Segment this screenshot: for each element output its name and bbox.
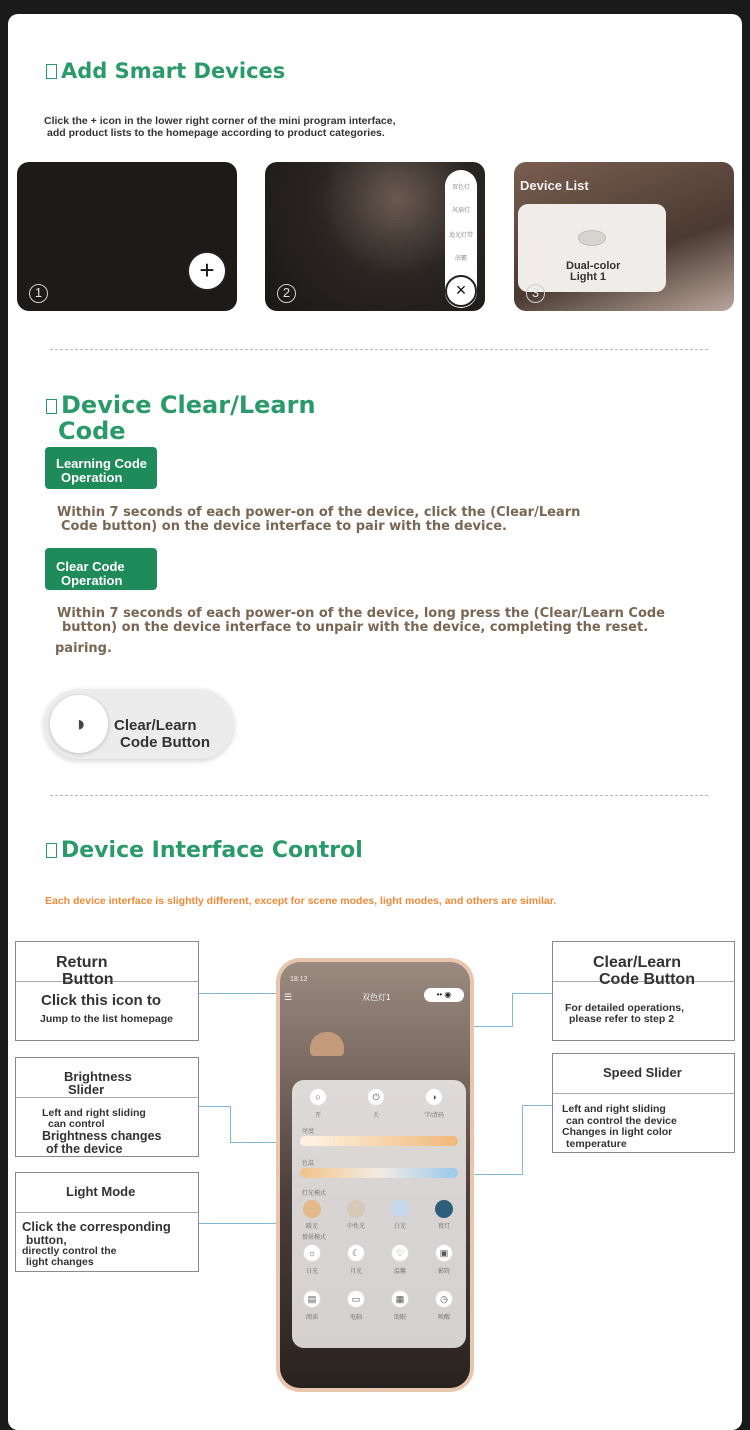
lamp-icon: [578, 230, 606, 246]
reading-scene-icon[interactable]: ▤: [303, 1290, 321, 1308]
cinema-scene-icon[interactable]: ▣: [435, 1244, 453, 1262]
divider: [50, 795, 708, 796]
bullet-icon: [46, 399, 57, 414]
status-time: 18:12: [290, 976, 308, 983]
step3-screenshot: [514, 162, 734, 311]
callout-brightness-slider: Brightness Slider Left and right sliding can control Brightness changes of the device: [15, 1057, 199, 1157]
bullet-icon: [46, 64, 57, 79]
leader-line: [230, 1106, 231, 1143]
learning-code-text: Within 7 seconds of each power-on of the device, click the (Clear/Learn Code button) on the device interface to pair with the device.: [57, 505, 581, 534]
menu-item[interactable]: 风扇灯: [451, 208, 470, 214]
color-temp-slider[interactable]: [300, 1168, 458, 1178]
step1-screenshot: [17, 162, 237, 311]
bullet-icon: [46, 843, 57, 858]
leader-line: [522, 1105, 552, 1106]
step-number: 1: [29, 284, 48, 303]
brightness-icon: ◑: [50, 695, 108, 753]
learning-code-label: Learning Code Operation: [45, 447, 157, 489]
device-title: 双色灯1: [362, 993, 391, 1002]
brightness-slider[interactable]: [300, 1136, 458, 1146]
sleep-scene-icon[interactable]: ▦: [391, 1290, 409, 1308]
step-number: 3: [526, 284, 545, 303]
callout-return-button: Return Button Click this icon to Jump to the list homepage: [15, 941, 199, 1041]
clear-code-label: Clear Code Operation: [45, 548, 157, 590]
wake-scene-icon[interactable]: ◷: [435, 1290, 453, 1308]
section-clear-learn-title: Device Clear/Learn Code: [46, 392, 316, 444]
power-off-icon[interactable]: ⏻: [367, 1088, 385, 1106]
menu-item[interactable]: 双色灯: [451, 185, 470, 191]
close-icon[interactable]: ×: [445, 275, 477, 307]
step-number: 2: [277, 284, 296, 303]
callout-speed-slider: Speed Slider Left and right sliding can control the device Changes in light color temperature: [552, 1053, 735, 1153]
phone-screen: [280, 962, 470, 1388]
section-interface-note: Each device interface is slightly different, except for scene modes, light modes, and others are similar.: [45, 895, 557, 907]
device-card[interactable]: Dual-color Light 1: [518, 204, 666, 292]
warm-light-mode[interactable]: [303, 1200, 321, 1218]
moonlight-scene-icon[interactable]: ☾: [347, 1244, 365, 1262]
device-list-header: Device List: [520, 178, 589, 193]
step2-screenshot: [265, 162, 485, 311]
miniprogram-capsule[interactable]: •• ◉: [424, 988, 464, 1002]
page-sheet: [8, 14, 742, 1430]
white-light-mode[interactable]: [391, 1200, 409, 1218]
leader-line: [512, 993, 552, 994]
cozy-scene-icon[interactable]: ♡: [391, 1244, 409, 1262]
clear-code-text: Within 7 seconds of each power-on of the device, long press the (Clear/Learn Code button) on the device interface to unpair with the device, completing the reset.: [57, 606, 665, 635]
leader-line: [522, 1105, 523, 1175]
power-on-icon[interactable]: ○: [309, 1088, 327, 1106]
section-interface-control-title: Device Interface Control: [46, 838, 363, 863]
brightness-icon[interactable]: ◑: [425, 1088, 443, 1106]
menu-item[interactable]: 浴霸: [454, 256, 467, 262]
control-panel: ○ ⏻ ◑ 开 关 学/清码 亮度 色温 灯光模式 暖光 中性光 白光 夜灯 情景模式 ☼ ☾ ♡ ▣ 日光 月光 温馨 影院 ▤ ▭ ▦ ◷ 阅读 电脑 助眠 唤醒: [292, 1080, 466, 1348]
computer-scene-icon[interactable]: ▭: [347, 1290, 365, 1308]
neutral-light-mode[interactable]: [347, 1200, 365, 1218]
callout-clear-learn-button: Clear/Learn Code Button For detailed operations, please refer to step 2: [552, 941, 735, 1041]
clear-learn-code-button[interactable]: [44, 689, 234, 759]
daylight-scene-icon[interactable]: ☼: [303, 1244, 321, 1262]
menu-item[interactable]: 追光灯带: [448, 233, 473, 239]
phone-mockup: [276, 958, 474, 1392]
plus-icon[interactable]: +: [187, 251, 227, 291]
callout-light-mode: Light Mode Click the corresponding button, directly control the light changes: [15, 1172, 199, 1272]
clear-learn-code-label: Clear/Learn Code Button: [114, 717, 210, 751]
leader-line: [199, 1106, 231, 1107]
section-add-devices-intro: Click the + icon in the lower right corner of the mini program interface, add product lists to the homepage according to product categories.: [44, 115, 396, 139]
night-light-mode[interactable]: [435, 1200, 453, 1218]
section-add-devices-title: Add Smart Devices: [46, 59, 285, 83]
leader-line: [512, 993, 513, 1026]
divider: [50, 349, 708, 350]
clear-code-text-end: pairing.: [55, 641, 112, 656]
lamp-decor: [310, 1032, 344, 1056]
back-list-icon[interactable]: ☰: [284, 992, 293, 1002]
